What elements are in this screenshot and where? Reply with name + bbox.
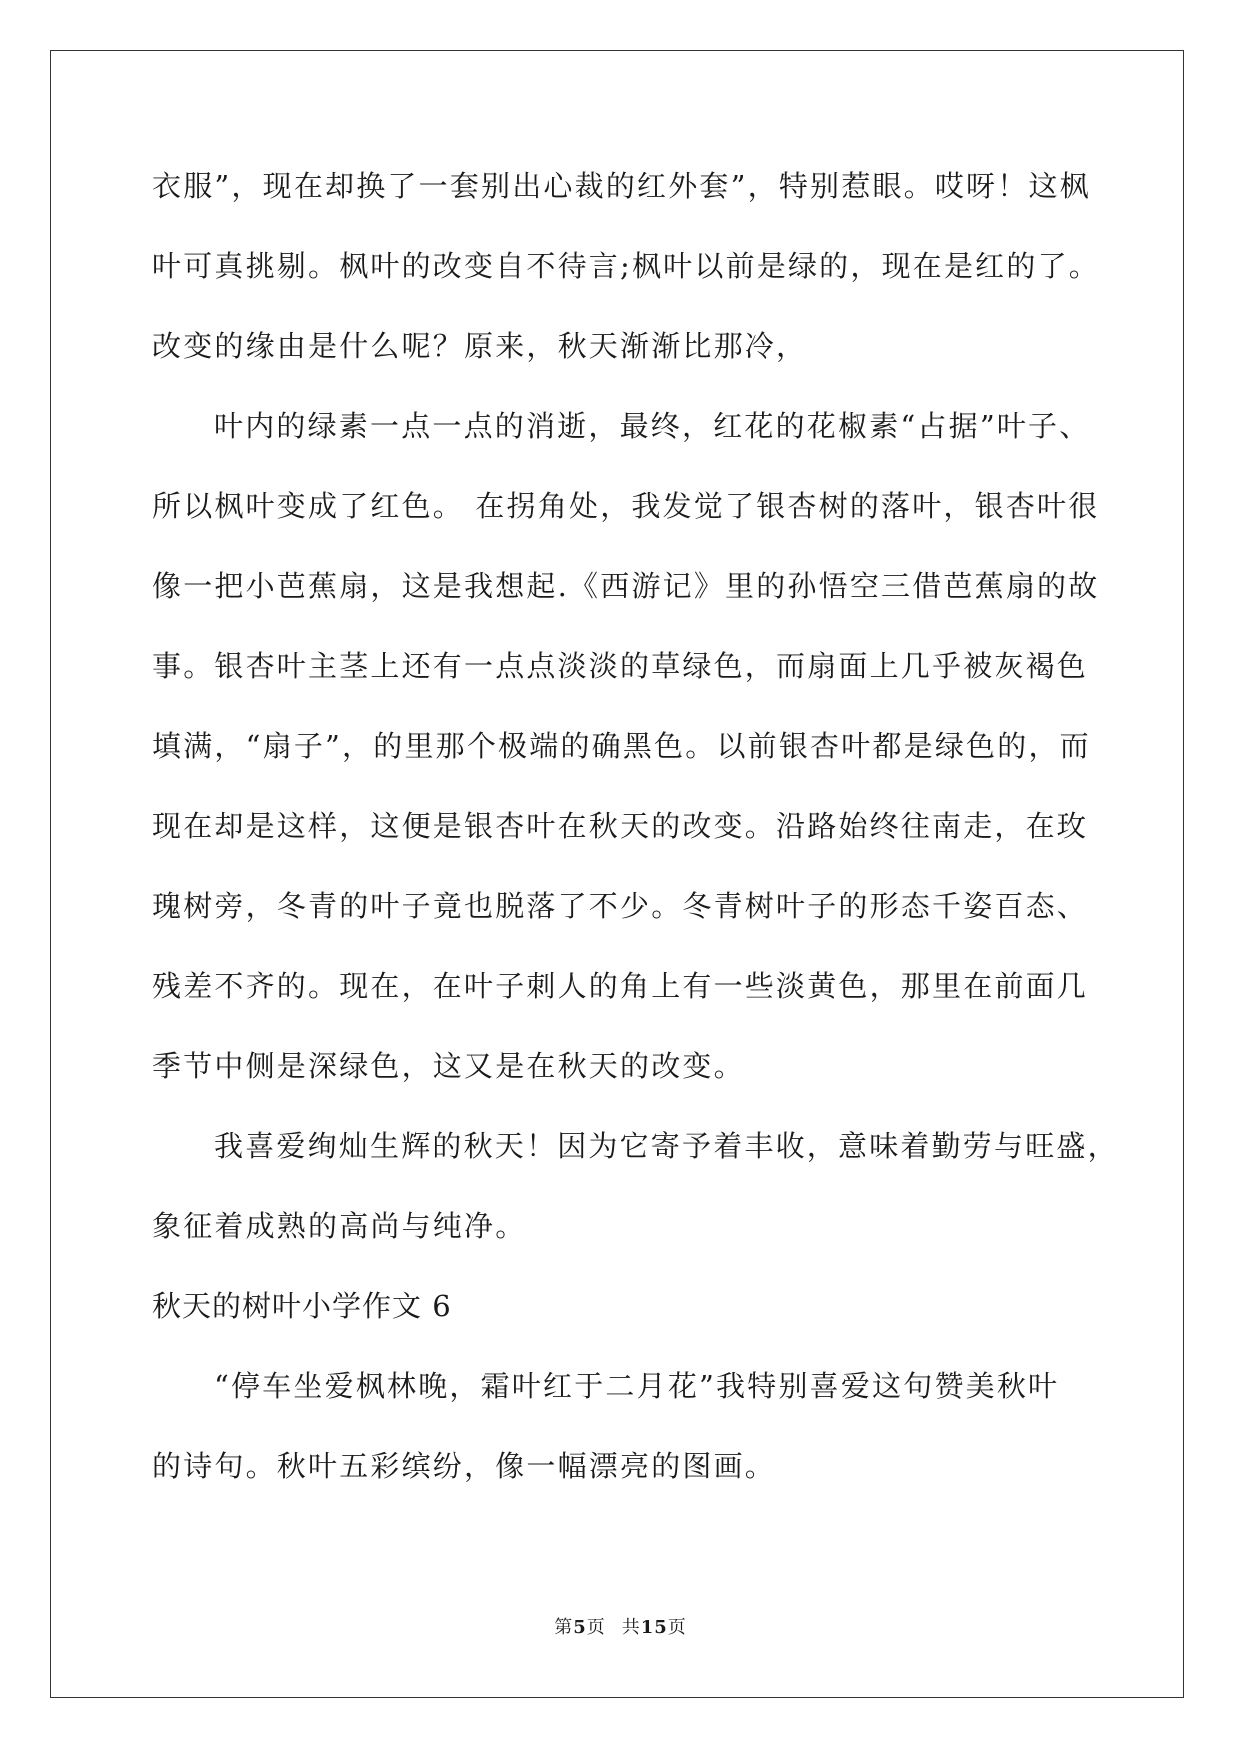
footer-prefix: 第 <box>554 1617 574 1638</box>
text-line-16: “停车坐爱枫林晚，霜叶红于二月花”我特别喜爱这句赞美秋叶 <box>214 1369 1060 1403</box>
text-line-11: 残差不齐的。现在，在叶子刺人的角上有一些淡黄色，那里在前面几 <box>152 969 1089 1003</box>
current-page-number: 5 <box>573 1617 587 1638</box>
page-footer <box>0 1613 1241 1639</box>
text-line-8: 填满，“扇子”，的里那个极端的确黑色。以前银杏叶都是绿色的，而 <box>152 729 1091 763</box>
text-line-2: 叶可真挑剔。枫叶的改变自不待言;枫叶以前是绿的，现在是红的了。 <box>152 249 1100 283</box>
text-line-12: 季节中侧是深绿色，这又是在秋天的改变。 <box>152 1049 745 1083</box>
text-line-13: 我喜爱绚灿生辉的秋天！因为它寄予着丰收，意味着勤劳与旺盛， <box>214 1129 1119 1163</box>
section-heading: 秋天的树叶小学作文 6 <box>152 1289 452 1323</box>
text-line-6: 像一把小芭蕉扇，这是我想起.《西游记》里的孙悟空三借芭蕉扇的故 <box>152 569 1100 603</box>
text-line-17: 的诗句。秋叶五彩缤纷，像一幅漂亮的图画。 <box>152 1449 777 1483</box>
footer-page-suffix: 页 <box>586 1617 606 1638</box>
text-line-1: 衣服”，现在却换了一套别出心裁的红外套”，特别惹眼。哎呀！这枫 <box>152 169 1091 203</box>
total-page-number: 15 <box>640 1617 668 1638</box>
text-line-14: 象征着成熟的高尚与纯净。 <box>152 1209 527 1243</box>
document-body <box>152 160 1119 1520</box>
footer-total-suffix: 页 <box>667 1617 687 1638</box>
text-line-4: 叶内的绿素一点一点的消逝，最终，红花的花椒素“占据”叶子、 <box>214 409 1091 443</box>
text-line-10: 瑰树旁，冬青的叶子竟也脱落了不少。冬青树叶子的形态千姿百态、 <box>152 889 1089 923</box>
footer-total-prefix: 共 <box>621 1617 641 1638</box>
text-line-5: 所以枫叶变成了红色。 在拐角处，我发觉了银杏树的落叶，银杏叶很 <box>152 489 1100 523</box>
text-line-7: 事。银杏叶主茎上还有一点点淡淡的草绿色，而扇面上几乎被灰褐色 <box>152 649 1089 683</box>
text-line-9: 现在却是这样，这便是银杏叶在秋天的改变。沿路始终往南走，在玫 <box>152 809 1089 843</box>
text-line-3: 改变的缘由是什么呢？原来，秋天渐渐比那冷， <box>152 329 808 363</box>
